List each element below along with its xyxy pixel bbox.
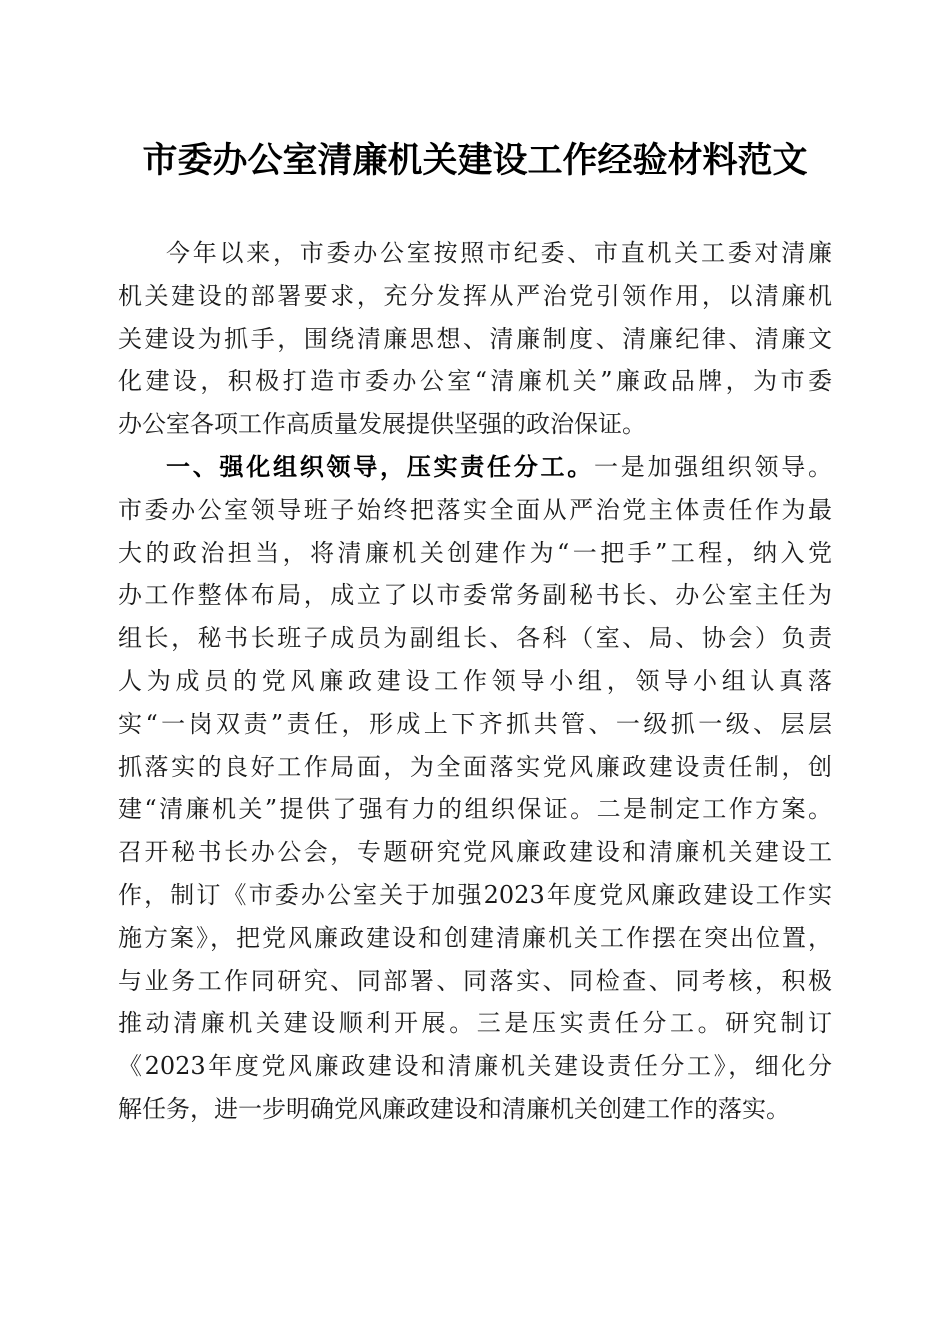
text-line: 与业务工作同研究、同部署、同落实、同检查、同考核，积极 [118, 966, 832, 995]
text-line: 作，制订《市委办公室关于加强2023年度党风廉政建设工作实 [118, 880, 832, 909]
text-line: 办工作整体布局，成立了以市委常务副秘书长、办公室主任为 [118, 581, 832, 610]
section-heading: 一、强化组织领导，压实责任分工。 [166, 451, 594, 481]
text-line: 施方案》，把党风廉政建设和创建清廉机关工作摆在突出位置， [118, 923, 832, 952]
text-line: 建“清廉机关”提供了强有力的组织保证。二是制定工作方案。 [118, 795, 832, 824]
text-line: 大的政治担当，将清廉机关创建作为“一把手”工程，纳入党 [118, 538, 832, 567]
document-title: 市委办公室清廉机关建设工作经验材料范文 [142, 140, 808, 181]
text-line [118, 446, 832, 489]
text-line: 机关建设的部署要求，充分发挥从严治党引领作用，以清廉机 [118, 281, 832, 310]
text-line: 办公室各项工作高质量发展提供坚强的政治保证。 [118, 410, 646, 439]
text-line: 组长，秘书长班子成员为副组长、各科（室、局、协会）负责 [118, 624, 832, 653]
paragraph-section-one [118, 446, 832, 1131]
document-body [118, 232, 832, 1131]
text-line: 化建设，积极打造市委办公室“清廉机关”廉政品牌，为市委 [118, 367, 832, 396]
text-line: 人为成员的党风廉政建设工作领导小组，领导小组认真落 [118, 666, 832, 695]
section-first-line-rest: 一是加强组织领导。 [594, 452, 832, 481]
text-line: 今年以来，市委办公室按照市纪委、市直机关工委对清廉 [166, 239, 832, 267]
text-line: 抓落实的良好工作局面，为全面落实党风廉政建设责任制，创 [118, 752, 832, 781]
text-line: 《2023年度党风廉政建设和清廉机关建设责任分工》，细化分 [118, 1052, 832, 1081]
text-line: 市委办公室领导班子始终把落实全面从严治党主体责任作为最 [118, 495, 832, 524]
text-line: 推动清廉机关建设顺利开展。三是压实责任分工。研究制订 [118, 1009, 832, 1038]
paragraph-intro [118, 232, 832, 446]
text-line: 解任务，进一步明确党风廉政建设和清廉机关创建工作的落实。 [118, 1094, 790, 1123]
text-line: 关建设为抓手，围绕清廉思想、清廉制度、清廉纪律、清廉文 [118, 324, 832, 353]
text-line: 实“一岗双责”责任，形成上下齐抓共管、一级抓一级、层层 [118, 709, 832, 738]
text-line: 召开秘书长办公会，专题研究党风廉政建设和清廉机关建设工 [118, 838, 832, 867]
